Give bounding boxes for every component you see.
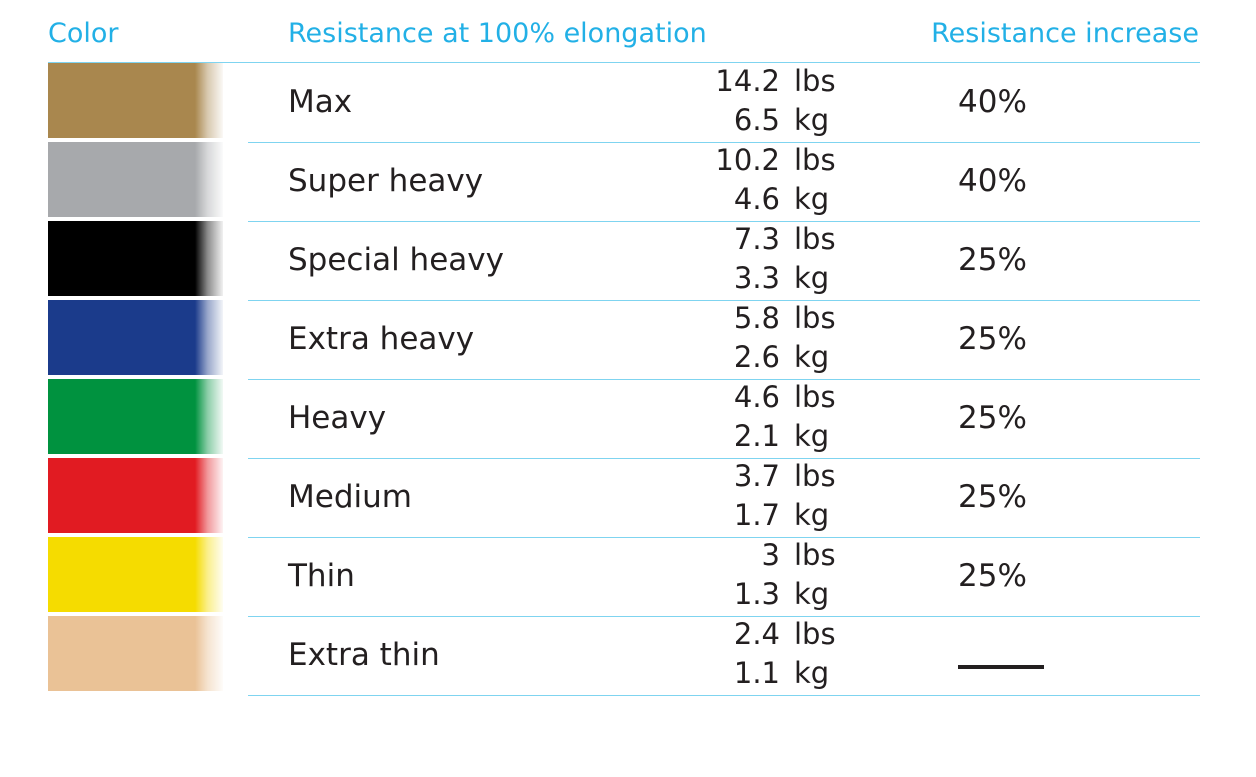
swatch-gloss — [195, 300, 223, 379]
resistance-values — [648, 63, 888, 142]
resistance-kg — [648, 261, 888, 300]
resistance-kg-unit: kg — [794, 419, 830, 453]
band-name: Super heavy — [288, 163, 484, 199]
resistance-kg-unit: kg — [794, 182, 830, 216]
band-name: Heavy — [288, 400, 387, 436]
band-name: Extra heavy — [288, 321, 475, 357]
resistance-kg-value: 2.6 — [733, 340, 780, 374]
resistance-kg-value: 2.1 — [733, 419, 780, 453]
table-row — [48, 616, 1200, 695]
swatch-fill — [48, 537, 223, 616]
band-color-swatch — [48, 379, 223, 458]
resistance-lbs-value: 14.2 — [715, 64, 780, 98]
band-name: Medium — [288, 479, 412, 515]
resistance-lbs-value: 7.3 — [733, 222, 780, 256]
swatch-fill — [48, 221, 223, 300]
swatch-gloss — [195, 142, 223, 221]
resistance-values — [648, 537, 888, 616]
resistance-kg-value: 4.6 — [733, 182, 780, 216]
band-color-swatch — [48, 616, 223, 695]
band-color-swatch — [48, 221, 223, 300]
swatch-gloss — [195, 63, 223, 142]
resistance-lbs-value: 10.2 — [715, 143, 780, 177]
resistance-lbs-value: 5.8 — [733, 301, 780, 335]
table-row — [48, 537, 1200, 616]
resistance-increase: 40% — [958, 163, 1027, 199]
resistance-lbs-unit: lbs — [794, 143, 836, 177]
resistance-lbs — [648, 64, 888, 103]
table-body — [48, 62, 1200, 696]
swatch-gloss — [195, 458, 223, 537]
resistance-increase: 25% — [958, 321, 1027, 357]
band-name: Special heavy — [288, 242, 504, 278]
resistance-kg — [648, 419, 888, 458]
band-color-swatch — [48, 63, 223, 142]
resistance-kg — [648, 182, 888, 221]
resistance-values — [648, 142, 888, 221]
column-header-increase: Resistance increase — [931, 18, 1199, 49]
resistance-lbs-unit: lbs — [794, 64, 836, 98]
resistance-kg-unit: kg — [794, 498, 830, 532]
resistance-lbs-unit: lbs — [794, 617, 836, 651]
resistance-lbs-unit: lbs — [794, 222, 836, 256]
swatch-fill — [48, 458, 223, 537]
table-row — [48, 379, 1200, 458]
resistance-lbs — [648, 617, 888, 656]
resistance-values — [648, 616, 888, 695]
resistance-kg-unit: kg — [794, 656, 830, 690]
resistance-values — [648, 379, 888, 458]
resistance-lbs — [648, 380, 888, 419]
resistance-kg-value: 1.3 — [733, 577, 780, 611]
resistance-lbs — [648, 222, 888, 261]
resistance-lbs — [648, 538, 888, 577]
resistance-kg — [648, 103, 888, 142]
swatch-fill — [48, 142, 223, 221]
table-rule — [248, 695, 1200, 696]
column-header-resistance: Resistance at 100% elongation — [288, 18, 707, 49]
band-name: Max — [288, 84, 353, 120]
resistance-lbs-value: 3.7 — [733, 459, 780, 493]
resistance-values — [648, 458, 888, 537]
resistance-lbs-unit: lbs — [794, 538, 836, 572]
no-value-dash-icon — [958, 665, 1044, 669]
table-row — [48, 63, 1200, 142]
resistance-increase: 25% — [958, 400, 1027, 436]
resistance-kg-value: 1.7 — [733, 498, 780, 532]
table-row — [48, 300, 1200, 379]
resistance-kg-unit: kg — [794, 577, 830, 611]
resistance-lbs-unit: lbs — [794, 301, 836, 335]
swatch-fill — [48, 379, 223, 458]
swatch-fill — [48, 63, 223, 142]
band-color-swatch — [48, 537, 223, 616]
swatch-fill — [48, 300, 223, 379]
resistance-increase: 40% — [958, 84, 1027, 120]
resistance-increase: 25% — [958, 479, 1027, 515]
table-row — [48, 458, 1200, 537]
resistance-lbs-value: 4.6 — [733, 380, 780, 414]
resistance-lbs-unit: lbs — [794, 380, 836, 414]
resistance-kg-unit: kg — [794, 340, 830, 374]
resistance-increase: 25% — [958, 242, 1027, 278]
swatch-gloss — [195, 616, 223, 695]
resistance-kg — [648, 340, 888, 379]
resistance-lbs — [648, 459, 888, 498]
resistance-lbs — [648, 143, 888, 182]
resistance-lbs-value: 3 — [761, 538, 780, 572]
band-name: Thin — [288, 558, 355, 594]
swatch-gap — [48, 691, 223, 699]
resistance-lbs — [648, 301, 888, 340]
resistance-kg-unit: kg — [794, 261, 830, 295]
resistance-values — [648, 300, 888, 379]
swatch-fill — [48, 616, 223, 695]
swatch-gloss — [195, 379, 223, 458]
swatch-gloss — [195, 221, 223, 300]
table-header — [0, 18, 1256, 60]
swatch-gloss — [195, 537, 223, 616]
table-row — [48, 221, 1200, 300]
band-name: Extra thin — [288, 637, 440, 673]
resistance-values — [648, 221, 888, 300]
resistance-kg-value: 3.3 — [733, 261, 780, 295]
band-color-swatch — [48, 300, 223, 379]
band-color-swatch — [48, 142, 223, 221]
resistance-increase — [958, 616, 1044, 695]
resistance-kg — [648, 656, 888, 695]
resistance-kg-value: 6.5 — [733, 103, 780, 137]
resistance-lbs-value: 2.4 — [733, 617, 780, 651]
resistance-kg-unit: kg — [794, 103, 830, 137]
resistance-kg-value: 1.1 — [733, 656, 780, 690]
resistance-kg — [648, 498, 888, 537]
table-row — [48, 142, 1200, 221]
resistance-increase: 25% — [958, 558, 1027, 594]
resistance-lbs-unit: lbs — [794, 459, 836, 493]
column-header-color: Color — [48, 18, 119, 49]
resistance-kg — [648, 577, 888, 616]
band-color-swatch — [48, 458, 223, 537]
